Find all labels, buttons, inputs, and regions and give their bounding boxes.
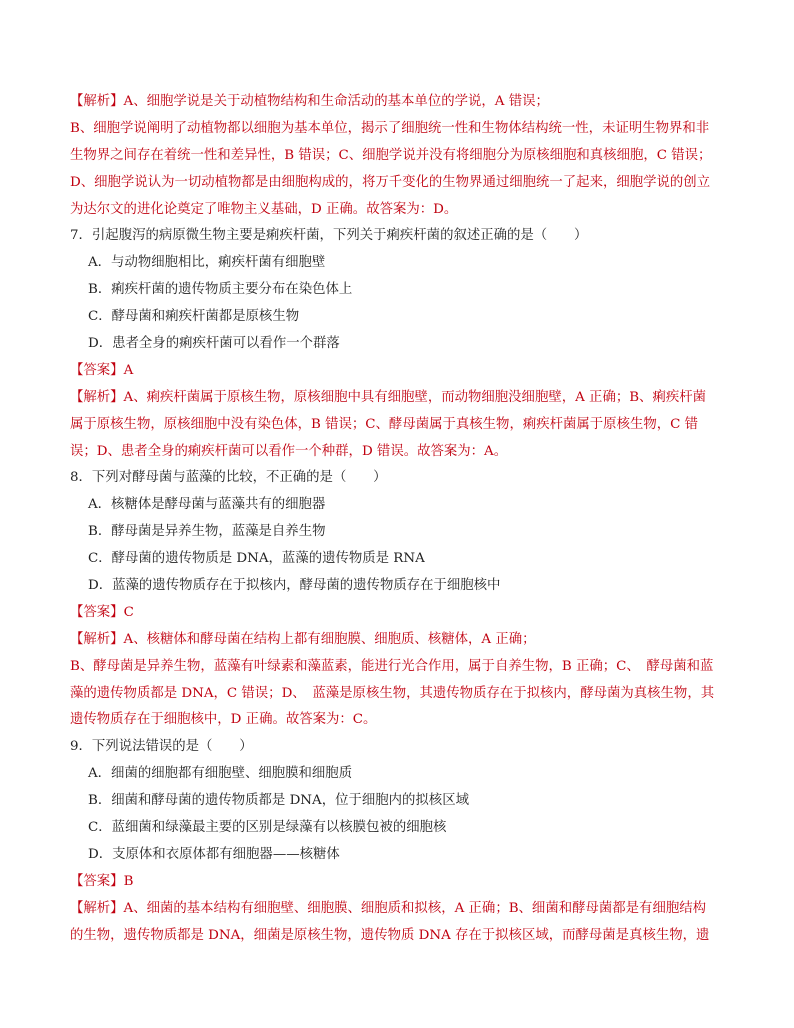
analysis-line: 【解析】A、核糖体和酵母菌在结构上都有细胞膜、细胞质、核糖体，A 正确；: [70, 631, 536, 647]
option-c: C．蓝细菌和绿藻最主要的区别是绿藻有以核膜包被的细胞核: [88, 820, 447, 836]
option-a: A．核糖体是酵母菌与蓝藻共有的细胞器: [88, 497, 326, 513]
analysis-line: B、酵母菌是异养生物，蓝藻有叶绿素和藻蓝素，能进行光合作用，属于自养生物，B 正确；C、 酵母菌和蓝: [70, 658, 714, 674]
question-stem: 8．下列对酵母菌与蓝藻的比较，不正确的是（ ）: [70, 470, 387, 486]
answer-value: C: [123, 604, 134, 620]
option-b: B．细菌和酵母菌的遗传物质都是 DNA，位于细胞内的拟核区域: [88, 793, 469, 809]
analysis-q6: [70, 89, 720, 223]
analysis-line: 遗传物质存在于细胞核中，D 正确。故答案为：C。: [70, 712, 377, 728]
answer-value: B: [123, 873, 134, 889]
analysis-line: B、细胞学说阐明了动植物都以细胞为基本单位，揭示了细胞统一性和生物体结构统一性，未证明生物界和非: [70, 120, 710, 136]
question-stem: 9．下列说法错误的是（ ）: [70, 739, 253, 755]
analysis-q9: [70, 896, 720, 950]
analysis-line: 属于原核生物，原核细胞中没有染色体，B 错误；C、酵母菌属于真核生物，痢疾杆菌属于原核生物，C 错: [70, 416, 699, 432]
analysis-line: D、细胞学说认为一切动植物都是由细胞构成的，将万千变化的生物界通过细胞统一了起来，细胞学说的创立: [70, 174, 711, 190]
question-stem: 7．引起腹泻的病原微生物主要是痢疾杆菌，下列关于痢疾杆菌的叙述正确的是（ ）: [70, 228, 588, 244]
option-b: B．痢疾杆菌的遗传物质主要分布在染色体上: [88, 282, 353, 298]
option-a: A．与动物细胞相比，痢疾杆菌有细胞壁: [88, 255, 326, 271]
question-9: [70, 734, 720, 949]
option-c: C．酵母菌和痢疾杆菌都是原核生物: [88, 309, 300, 325]
analysis-q8: [70, 627, 720, 735]
answer-line: [70, 869, 720, 896]
question-7: [70, 223, 720, 465]
option-b: B．酵母菌是异养生物，蓝藻是自养生物: [88, 524, 326, 540]
option-d: D．支原体和衣原体都有细胞器——核糖体: [88, 846, 340, 862]
analysis-line: 【解析】A、痢疾杆菌属于原核生物，原核细胞中具有细胞壁，而动物细胞没细胞壁，A 正确；B、痢疾杆菌: [70, 389, 707, 405]
option-c: C．酵母菌的遗传物质是 DNA，蓝藻的遗传物质是 RNA: [88, 551, 425, 567]
option-d: D．患者全身的痢疾杆菌可以看作一个群落: [88, 336, 340, 352]
answer-label: 【答案】: [70, 362, 124, 378]
answer-line: [70, 358, 720, 385]
option-a: A．细菌的细胞都有细胞壁、细胞膜和细胞质: [88, 766, 353, 782]
analysis-line: 藻的遗传物质都是 DNA，C 错误；D、 蓝藻是原核生物，其遗传物质存在于拟核内，酵母菌为真核生物，其: [70, 685, 715, 701]
analysis-line: 的生物，遗传物质都是 DNA，细菌是原核生物，遗传物质 DNA 存在于拟核区域，而酵母菌是真核生物，遗: [70, 927, 710, 943]
answer-label: 【答案】: [70, 604, 124, 620]
analysis-line: 【解析】A、细菌的基本结构有细胞壁、细胞膜、细胞质和拟核，A 正确；B、细菌和酵母菌都是有细胞结构: [70, 900, 707, 916]
analysis-q7: [70, 385, 720, 466]
analysis-line: 生物界之间存在着统一性和差异性，B 错误；C、细胞学说并没有将细胞分为原核细胞和真核细胞，C 错误；: [70, 147, 712, 163]
answer-label: 【答案】: [70, 873, 124, 889]
option-d: D．蓝藻的遗传物质存在于拟核内，酵母菌的遗传物质存在于细胞核中: [88, 578, 501, 594]
question-8: [70, 465, 720, 734]
answer-value: A: [123, 362, 134, 378]
answer-line: [70, 600, 720, 627]
analysis-line: 【解析】A、细胞学说是关于动植物结构和生命活动的基本单位的学说，A 错误；: [70, 94, 549, 109]
analysis-line: 误；D、患者全身的痢疾杆菌可以看作一个种群，D 错误。故答案为：A。: [70, 443, 508, 459]
analysis-line: 为达尔文的进化论奠定了唯物主义基础，D 正确。故答案为：D。: [70, 201, 458, 217]
document-content: [70, 89, 720, 950]
